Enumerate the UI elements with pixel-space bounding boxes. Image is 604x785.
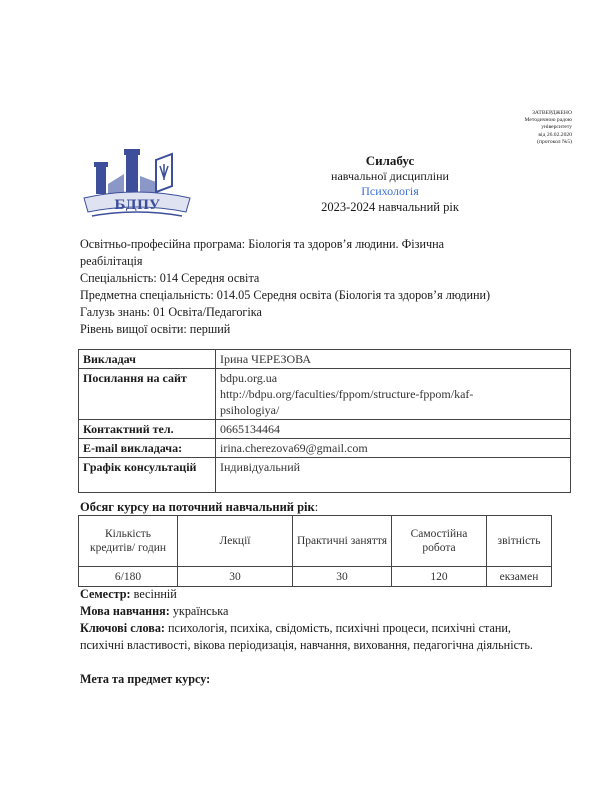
reporting-value: екзамен [487, 567, 552, 587]
course-volume-table [78, 515, 552, 587]
language-line [80, 603, 550, 620]
semester-value: весінній [133, 587, 177, 601]
credits-header: Кількість кредитів/ годин [79, 516, 178, 567]
course-volume-heading-text: Обсяг курсу на поточний навчальний рік [80, 500, 315, 514]
approval-stamp [480, 110, 572, 146]
heading-colon: : [314, 500, 319, 514]
table-row [79, 458, 571, 493]
discipline-name: Психологія [361, 184, 419, 198]
keywords-value: психологія, психіка, свідомість, психічні процеси, психічні стани, психічні властивості, вікова періодизація, навчання, виховання, педагогічна діяльність. [80, 621, 533, 652]
page-subtitle: навчальної дисципліни [331, 169, 449, 183]
table-row [79, 369, 571, 420]
goal-heading-text: Мета та предмет курсу: [80, 672, 211, 686]
program-line: реабілітація [80, 254, 143, 268]
language-label: Мова навчання: [80, 604, 170, 618]
stamp-line: Методичною радою [524, 117, 572, 124]
table-row [79, 350, 571, 369]
instructor-info-table [78, 349, 571, 493]
website-label: Посилання на сайт [79, 369, 216, 420]
website-value [216, 369, 571, 420]
practical-header: Практичні заняття [293, 516, 392, 567]
department-link-part[interactable]: http://bdpu.org/faculties/fppom/structure-fppom/kaf- [220, 387, 474, 401]
stamp-line: ЗАТВЕРДЖЕНО [532, 110, 572, 116]
education-level-line: Рівень вищої освіти: перший [80, 322, 231, 336]
self-study-header: Самостійна робота [392, 516, 487, 567]
stamp-line: університету [541, 124, 572, 131]
self-study-value: 120 [392, 567, 487, 587]
table-row [79, 420, 571, 439]
logo-text: БДПУ [114, 198, 160, 213]
phone-label: Контактний тел. [79, 420, 216, 439]
department-link[interactable] [220, 386, 566, 418]
program-info [80, 236, 550, 338]
syllabus-header [290, 152, 490, 215]
table-header-row [79, 516, 552, 567]
practical-value: 30 [293, 567, 392, 587]
email-value[interactable]: irina.cherezova69@gmail.com [216, 439, 571, 458]
specialty-line: Спеціальність: 014 Середня освіта [80, 271, 260, 285]
lectures-value: 30 [178, 567, 293, 587]
department-link-part[interactable]: psihologiya/ [220, 403, 280, 417]
email-label: E-mail викладача: [79, 439, 216, 458]
instructor-value: Ірина ЧЕРЕЗОВА [216, 350, 571, 369]
language-value: українська [172, 604, 229, 618]
table-row [79, 439, 571, 458]
goal-heading [80, 671, 550, 688]
program-line: Освітньо-професійна програма: Біологія та здоров’я людини. Фізична [80, 237, 445, 251]
phone-value: 0665134464 [216, 420, 571, 439]
stamp-line: (протокол №5) [537, 138, 572, 145]
lectures-header: Лекції [178, 516, 293, 567]
consultation-value: Індивідуальний [216, 458, 571, 493]
knowledge-field-line: Галузь знань: 01 Освіта/Педагогіка [80, 305, 262, 319]
subject-specialty-line: Предметна спеціальність: 014.05 Середня освіта (Біологія та здоров’я людини) [80, 288, 491, 302]
course-volume-heading [80, 500, 318, 515]
consultation-label: Графік консультацій [79, 458, 216, 493]
reporting-header: звітність [487, 516, 552, 567]
page-title: Силабус [365, 153, 415, 168]
keywords-label: Ключові слова: [80, 621, 165, 635]
stamp-line: від 26.02.2020 [538, 131, 572, 138]
semester-label: Семестр: [80, 587, 131, 601]
website-link[interactable]: bdpu.org.ua [220, 371, 278, 385]
credits-value: 6/180 [79, 567, 178, 587]
university-logo-icon [78, 146, 196, 222]
course-details [80, 586, 550, 688]
academic-year: 2023-2024 навчальний рік [321, 200, 459, 214]
table-row [79, 567, 552, 587]
keywords-line [80, 620, 550, 654]
semester-line [80, 586, 550, 603]
instructor-label: Викладач [79, 350, 216, 369]
